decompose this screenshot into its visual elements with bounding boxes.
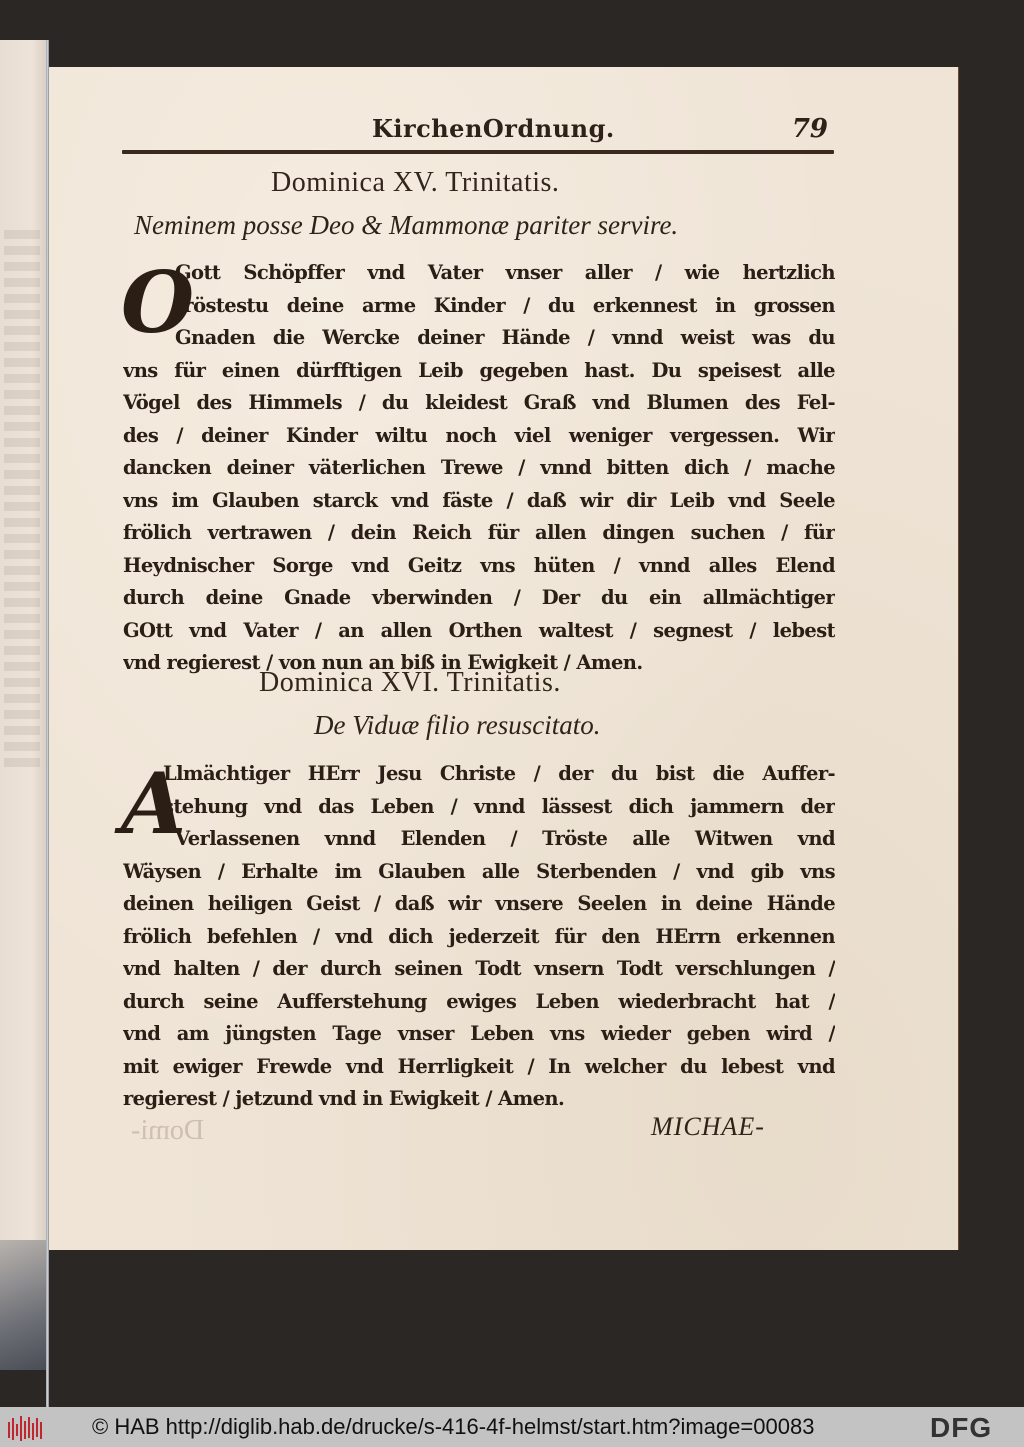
text-line: dancken deiner väterlichen Trewe / vnnd bitten dich / mache (123, 456, 835, 479)
text-line: Heydnischer Sorge vnd Geitz vns hüten / vnnd alles Elend (123, 553, 835, 577)
text-line: deinen heiligen Geist / daß wir vnsere Seelen in deine Hände (123, 892, 835, 915)
text-line: vnd regierest / von nun an biß in Ewigkeit / Amen. (123, 651, 643, 674)
text-line: Gnaden die Wercke deiner Hände / vnnd weist was du (175, 326, 835, 349)
drop-cap-a: A (121, 754, 187, 853)
prayer-text-xv (121, 253, 835, 680)
text-line: Gott Schöpffer vnd Vater vnser aller / wie hertzlich (175, 261, 835, 284)
text-line: Vögel des Himmels / du kleidest Graß vnd Blumen des Fel- (123, 391, 835, 414)
facing-page-shadow (0, 1240, 46, 1370)
book-page (49, 67, 958, 1250)
text-line: vnd am jüngsten Tage vnser Leben vns wieder geben wird / (123, 1022, 835, 1045)
text-line: vns im Glauben starck vnd fäste / daß wir dir Leib vnd Seele (123, 488, 835, 512)
text-line: frölich befehlen / vnd dich jederzeit für den HErrn erkennen (123, 924, 835, 948)
text-line: Verlassenen vnnd Elenden / Tröste alle Witwen vnd (175, 827, 835, 850)
running-head (122, 114, 834, 154)
text-line: frölich vertrawen / dein Reich für allen dingen suchen / für (123, 521, 835, 544)
text-line: vnd halten / der durch seinen Todt vnsern Todt verschlungen / (123, 957, 835, 980)
bleed-through-text: Domi- (131, 1115, 205, 1146)
text-line: vns für einen dürfftigen Leib gegeben hast. Du speisest alle (123, 358, 835, 382)
section-title-xv: Dominica XV. Trinitatis. (271, 167, 560, 198)
page-number: 79 (791, 114, 828, 144)
hab-logo-icon (6, 1412, 46, 1442)
section-subtitle-xv: Neminem posse Deo & Mammonæ pariter servire. (134, 210, 679, 240)
catchword: MICHAE- (651, 1112, 765, 1141)
section-title-xvi: Dominica XVI. Trinitatis. (259, 667, 561, 698)
text-line: Wäysen / Erhalte im Glauben alle Sterbenden / vnd gib vns (123, 859, 835, 883)
text-line: durch deine Gnade vberwinden / Der du ein allmächtiger (123, 586, 835, 609)
text-line: durch seine Aufferstehung ewiges Leben wiederbracht hat / (123, 989, 835, 1013)
text-line: GOtt vnd Vater / an allen Orthen waltest / segnest / lebest (123, 618, 835, 642)
facing-page-edge (0, 40, 46, 1370)
drop-cap-o: O (121, 253, 195, 352)
facing-page-text-ghost (4, 230, 40, 770)
text-line: des / deiner Kinder wiltu noch viel weniger vergessen. Wir (123, 423, 835, 447)
text-line: stehung vnd das Leben / vnnd lässest dich jammern der (163, 794, 835, 818)
text-line: Llmächtiger HErr Jesu Christe / der du bist die Auffer- (163, 762, 835, 785)
copyright-link[interactable]: © HAB http://diglib.hab.de/drucke/s-416-4f-helmst/start.htm?image=00083 (92, 1414, 815, 1439)
text-line: tröstestu deine arme Kinder / du erkennest in grossen (175, 293, 835, 317)
dfg-logo: DFG (930, 1412, 993, 1443)
footer-bar (0, 1407, 1024, 1447)
text-line: regierest / jetzund vnd in Ewigkeit / Amen. (123, 1087, 565, 1110)
running-title: KirchenOrdnung. (372, 114, 615, 143)
header-rule (122, 150, 834, 154)
section-subtitle-xvi: De Viduæ filio resuscitato. (314, 710, 601, 740)
text-line: mit ewiger Frewde vnd Herrligkeit / In welcher du lebest vnd (123, 1054, 835, 1078)
prayer-text-xvi (121, 754, 835, 1116)
